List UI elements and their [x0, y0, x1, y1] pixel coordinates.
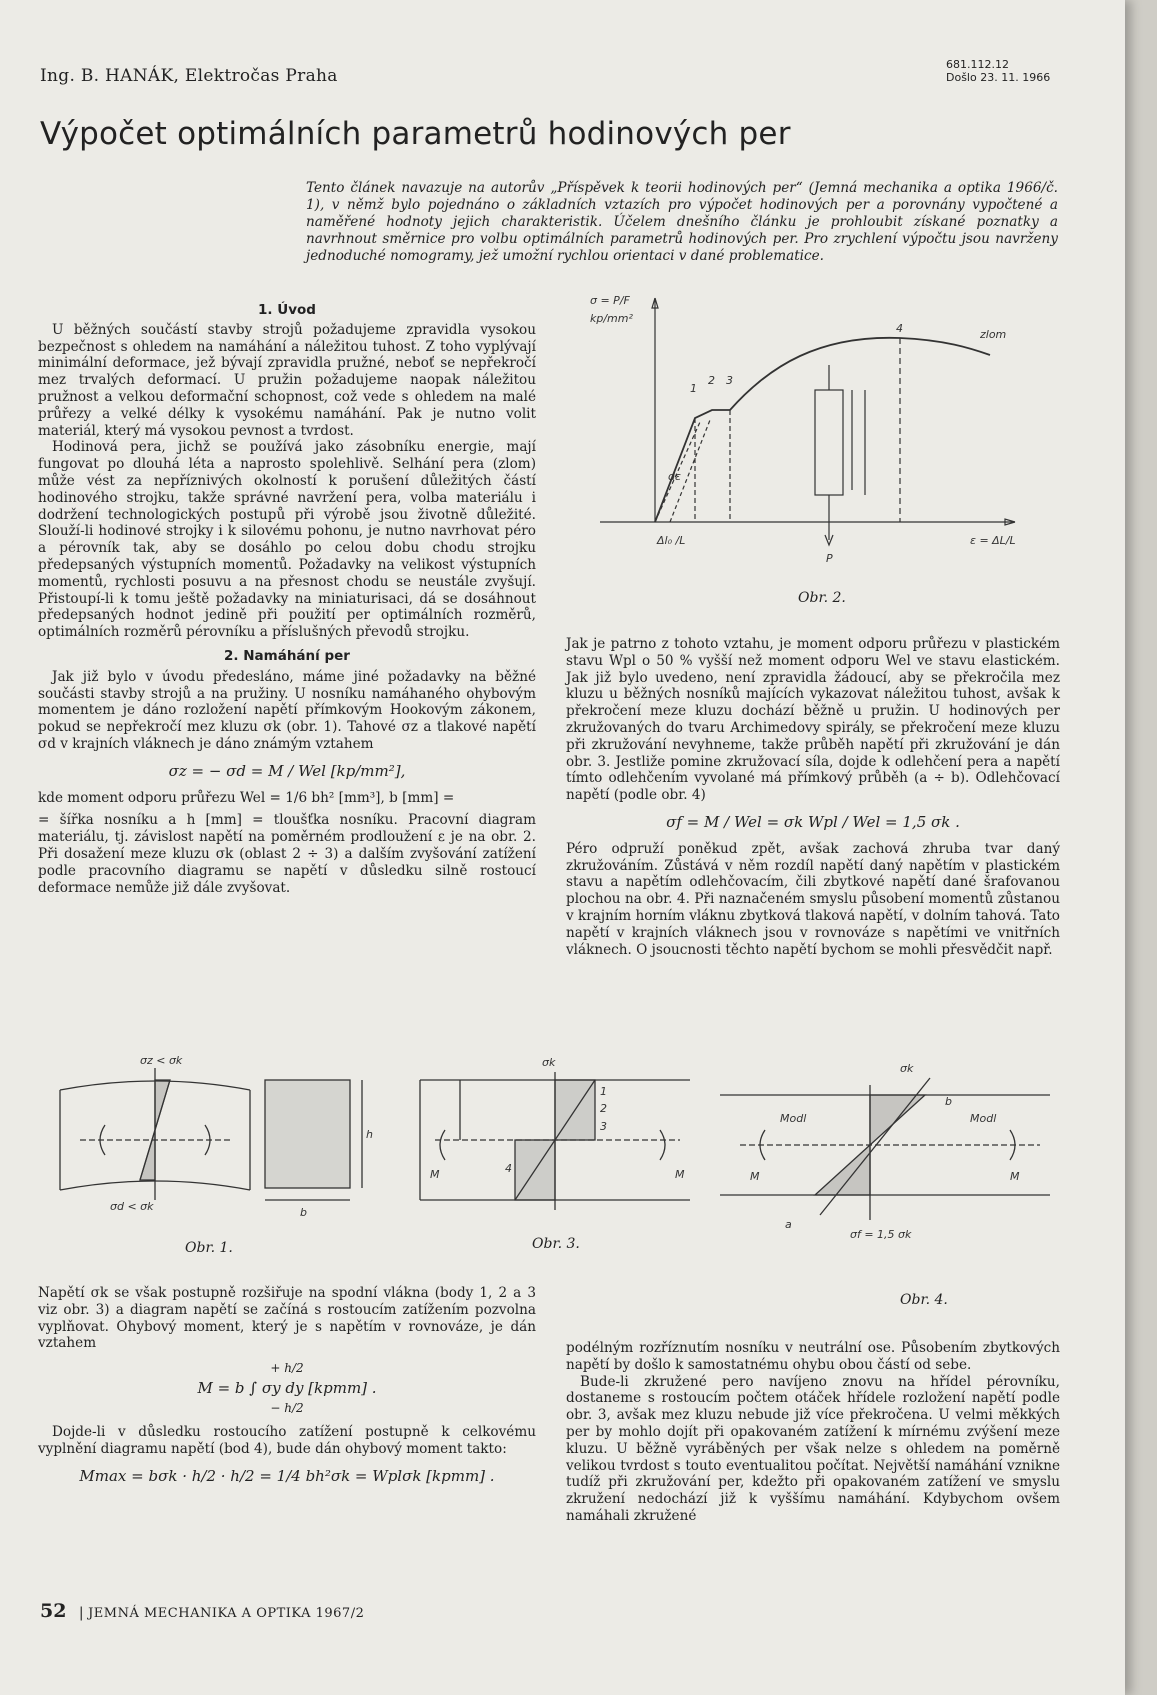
paragraph: Bude-li zkružené pero navíjeno znovu na hřídel pérovníku, dostaneme s rostoucím počtem otáček hřídele rozložení napětí podle obr. 3, avšak mez kluzu nebude již více překročena. U velmi měkkých per by mohlo dojít při opakovaném zatížení k mírnému zvýšení meze kluzu. U běžně vyráběných per však nelze s ohledem na poměrně velikou tvrdost s touto eventualitou počítat. Největší namáhání vznikne tudíž při zkružování per, kdežto při opakovaném zatížení ve smyslu zkružení nedochází již k vyššímu namáhání. Kdybychom ovšem namáhali zkružené: [566, 1373, 1060, 1524]
svg-text:σk: σk: [900, 1062, 914, 1075]
svg-text:σf = 1,5 σk: σf = 1,5 σk: [850, 1228, 912, 1241]
svg-text:zlom: zlom: [980, 328, 1007, 341]
svg-text:ε = ΔL/L: ε = ΔL/L: [970, 534, 1016, 547]
figure-caption-2: Obr. 2.: [798, 590, 846, 606]
paragraph: Jak již bylo v úvodu předesláno, máme jiné požadavky na běžné součásti stavby strojů a na pružiny. U nosníku namáhaného ohybovým momentem je dáno rozložení napětí přímkovým Hookovým zákonem, pokud se nepřekročí mez kluzu σk (obr. 1). Tahové σz a tlakové napětí σd v krajních vláknech je dáno známým vztahem: [38, 668, 536, 752]
section-heading-intro: 1. Úvod: [258, 302, 316, 318]
bottom-right-column: [566, 1340, 1060, 1525]
svg-text:3: 3: [726, 374, 733, 387]
bottom-left-column: [38, 1285, 536, 1485]
svg-text:4: 4: [896, 322, 903, 335]
paragraph: Hodinová pera, jichž se používá jako zásobníku energie, mají fungovat po dlouhá léta a naprosto spolehlivě. Selhání pera (zlom) může vést za nepříznivých okolností k porušení důležitých částí hodinového strojku, takže správné navržení pera, volba materiálu i dodržení technologických postupů při výrobě jsou životně důležité. Slouží-li hodinové strojky i k silovému pohonu, je nutno navrhovat péro a pérovník tak, aby se dosáhlo po celou dobu chodu strojku předepsaných výstupních momentů. Požadavky na velikost výstupních momentů, rychlosti posuvu a na přesnost chodu se neustále zvyšují. Přistoupí-li k tomu ještě požadavky na miniaturisaci, dá se dosáhnout předepsaných hodnot jedině při použití per optimálních rozměrů, optimálních rozměrů pérovníku a příslušných převodů strojku.: [38, 439, 536, 641]
paragraph: Napětí σk se však postupně rozšiřuje na spodní vlákna (body 1, 2 a 3 viz obr. 3) a diagram napětí se začíná s rostoucím zatížením pozvolna vyplňovat. Ohybový moment, který je s napětím v rovnováze, je dán vztahem: [38, 1285, 536, 1352]
formula-max-moment: Mmax = bσk · h/2 · h/2 = 1/4 bh²σk = Wplσk [kpmm] .: [79, 1466, 495, 1485]
page-footer: [40, 1600, 364, 1622]
svg-text:M: M: [675, 1168, 685, 1181]
svg-text:b: b: [300, 1206, 307, 1219]
received-date: Došlo 23. 11. 1966: [946, 71, 1051, 84]
svg-text:P: P: [826, 552, 833, 565]
figure-caption-1: Obr. 1.: [185, 1240, 233, 1256]
svg-text:dε: dε: [668, 470, 681, 483]
svg-text:1: 1: [690, 382, 697, 395]
axis-label-sigma: σ = P/F: [590, 294, 630, 307]
integral-upper-limit: + h/2: [270, 1361, 304, 1376]
left-column: [38, 302, 536, 896]
svg-text:σk: σk: [542, 1056, 556, 1069]
svg-text:M: M: [430, 1168, 440, 1181]
figure-caption-4: Obr. 4.: [900, 1292, 948, 1308]
formula-bending-moment: [38, 1358, 536, 1418]
paragraph: Dojde-li v důsledku rostoucího zatížení postupně k celkovému vyplnění diagramu napětí (bod 4), bude dán ohybový moment takto:: [38, 1424, 536, 1457]
svg-text:b: b: [945, 1095, 952, 1108]
svg-text:Modl: Modl: [970, 1112, 997, 1125]
specimen: [815, 390, 843, 495]
fig1-cross-section: [265, 1080, 362, 1200]
svg-text:h: h: [366, 1128, 373, 1141]
fig4-residual-stress: [720, 1078, 1050, 1220]
svg-text:σd < σk: σd < σk: [110, 1200, 154, 1213]
udc-code: 681.112.12: [946, 58, 1009, 71]
svg-text:M: M: [750, 1170, 760, 1183]
section-heading-stress: 2. Namáhání per: [224, 647, 350, 664]
formula-unloading-stress: σf = M / Wel = σk Wpl / Wel = 1,5 σk .: [666, 812, 960, 831]
right-column: [566, 636, 1060, 958]
svg-text:Δl₀ /L: Δl₀ /L: [657, 534, 686, 547]
svg-text:M: M: [1010, 1170, 1020, 1183]
svg-text:a: a: [785, 1218, 792, 1231]
paragraph: Péro odpruží poněkud zpět, avšak zachová zhruba tvar daný zkružováním. Zůstává v něm rozdíl napětí daný napětím v plastickém stavu a napětím odlehčovacím, čili zbytkové napětí dané šrafovanou plochou na obr. 4. Při naznačeném smyslu působení momentů zůstanou v krajním horním vláknu zbytková tlaková napětí, v dolním tahová. Tato napětí v krajních vláknech jsou v rovnováze s napětími ve vnitřních vláknech. O jsoucnosti těchto napětí bychom se mohli přesvědčit např.: [566, 840, 1060, 958]
article-meta: [946, 58, 1050, 84]
footer-separator: |: [78, 1605, 84, 1621]
abstract: Tento článek navazuje na autorův „Příspěvek k teorii hodinových per“ (Jemná mechanika a optika 1966/č. 1), v němž bylo pojednáno o základních vztazích pro výpočet hodinových per a porovnány vypočtené a naměřené hodnoty jejich charakteristik. Účelem dnešního článku je prohloubit získané poznatky a navrhnout směrnice pro volbu optimálních parametrů hodinových per. Pro zrychlení výpočtu jsou navrženy jednoduché nomogramy, jež umožní rychlou orientaci v dané problematice.: [306, 180, 1058, 264]
paragraph: U běžných součástí stavby strojů požadujeme zpravidla vysokou bezpečnost s ohledem na namáhání a náležitou tuhost. Z toho vyplývají minimální deformace, jež bývají zpravidla pružné, neboť se nepřekročí mez trvalých deformací. U pružin požadujeme naopak náležitou pružnost a velkou deformační schopnost, což vede s ohledem na malé průřezy a velké délky k vysokému namáhání. Pak je nutno volit materiál, který má vysokou pevnost a tvrdost.: [38, 321, 536, 439]
fig1-beam: [60, 1068, 250, 1200]
svg-text:2: 2: [600, 1102, 607, 1115]
paragraph: podélným rozříznutím nosníku v neutrální ose. Působením zbytkových napětí by došlo k samostatnému ohybu obou částí od sebe.: [566, 1340, 1060, 1373]
integral-lower-limit: − h/2: [270, 1401, 304, 1416]
stress-curve: [655, 338, 990, 522]
fig3-stress-diagram: [420, 1072, 690, 1210]
svg-text:2: 2: [708, 374, 715, 387]
figures-row: [50, 1050, 1070, 1250]
page-number: 52: [40, 1600, 67, 1622]
figure-caption-3: Obr. 3.: [532, 1236, 580, 1252]
svg-text:Modl: Modl: [780, 1112, 807, 1125]
integral-expression: M = b ∫ σy dy [kpmm] .: [197, 1379, 377, 1398]
svg-text:σz < σk: σz < σk: [140, 1054, 183, 1067]
svg-text:4: 4: [505, 1162, 512, 1175]
svg-text:1: 1: [600, 1085, 607, 1098]
formula-bending-stress: σz = − σd = M / Wel [kp/mm²],: [168, 761, 406, 780]
axis-unit: kp/mm²: [590, 312, 633, 325]
journal-name: JEMNÁ MECHANIKA A OPTIKA 1967/2: [88, 1606, 365, 1621]
author-line: Ing. B. HANÁK, Elektročas Praha: [40, 66, 338, 86]
paragraph: kde moment odporu průřezu Wel = 1/6 bh² [mm³], b [mm] =: [38, 789, 455, 806]
article-title: Výpočet optimálních parametrů hodinových per: [40, 116, 791, 152]
stress-strain-diagram: [560, 290, 1060, 590]
svg-text:3: 3: [600, 1120, 607, 1133]
paragraph: Jak je patrno z tohoto vztahu, je moment odporu průřezu v plastickém stavu Wpl o 50 % vyšší než moment odporu Wel ve stavu elastickém. Jak již bylo uvedeno, není zpravidla žádoucí, aby se překročila mez kluzu u běžných nosníků majících vykazovat náležitou tuhost, avšak k překročení meze kluzu dochází běžně u pružin. U hodinových per zkružovaných do tvaru Archimedovy spirály, se překročení meze kluzu při zkružování nevyhneme, takže průběh napětí při zkružování je dán obr. 3. Jestliže pomine zkružovací síla, dojde k odlehčení pera a napětí tímto odlehčením vyvolané má přímkový průběh (a ÷ b). Odlehčovací napětí (podle obr. 4): [566, 636, 1060, 804]
paragraph: = šířka nosníku a h [mm] = tloušťka nosníku. Pracovní diagram materiálu, tj. závislost napětí na poměrném prodloužení ε je na obr. 2. Při dosažení meze kluzu σk (oblast 2 ÷ 3) a dalším zvyšování zatížení podle pracovního diagramu se napětí v důsledku silně rostoucí deformace nemůže již dále zvyšovat.: [38, 812, 536, 896]
